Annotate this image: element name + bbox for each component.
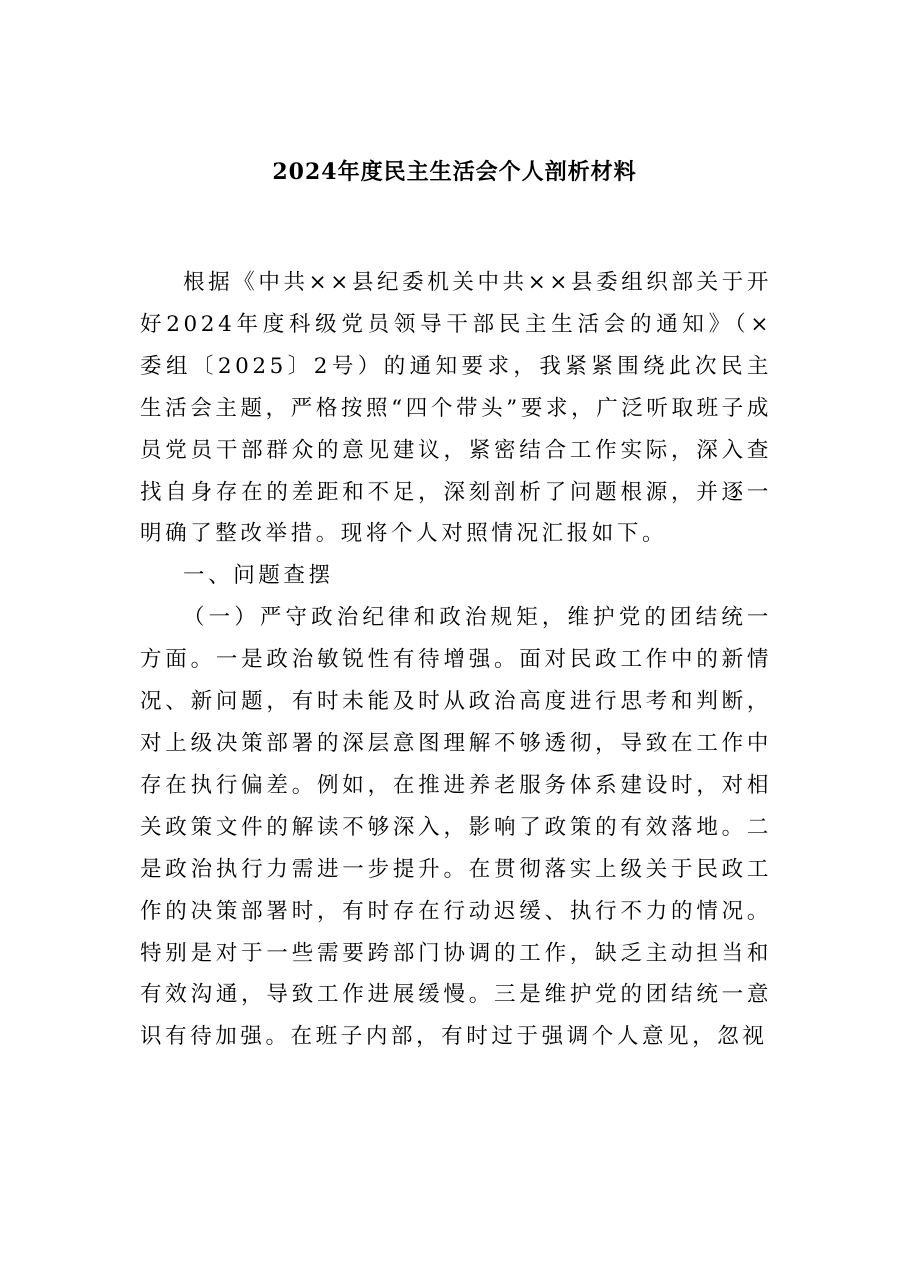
paragraph-political-discipline: （一）严守政治纪律和政治规矩，维护党的团结统一方面。一是政治敏锐性有待增强。面对民政工作中的新情况、新问题，有时未能及时从政治高度进行思考和判断，对上级决策部署的深层意图理解不够透彻，导致在工作中存在执行偏差。例如，在推进养老服务体系建设时，对相关政策文件的解读不够深入，影响了政策的有效落地。二是政治执行力需进一步提升。在贯彻落实上级关于民政工作的决策部署时，有时存在行动迟缓、执行不力的情况。特别是对于一些需要跨部门协调的工作，缺乏主动担当和有效沟通，导致工作进展缓慢。三是维护党的团结统一意识有待加强。在班子内部，有时过于强调个人意见，忽视 (140, 605, 772, 1050)
document-body (140, 262, 772, 1058)
paragraph-intro: 根据《中共××县纪委机关中共××县委组织部关于开好2024年度科级党员领导干部民主生活会的通知》（×委组〔2025〕2号）的通知要求，我紧紧围绕此次民主生活会主题，严格按照“四个带头”要求，广泛听取班子成员党员干部群众的意见建议，紧密结合工作实际，深入查找自身存在的差距和不足，深刻剖析了问题根源，并逐一明确了整改举措。现将个人对照情况汇报如下。 (140, 270, 772, 547)
section-heading-problems: 一、问题查摆 (183, 563, 334, 589)
document-title: 2024年度民主生活会个人剖析材料 (272, 159, 637, 185)
